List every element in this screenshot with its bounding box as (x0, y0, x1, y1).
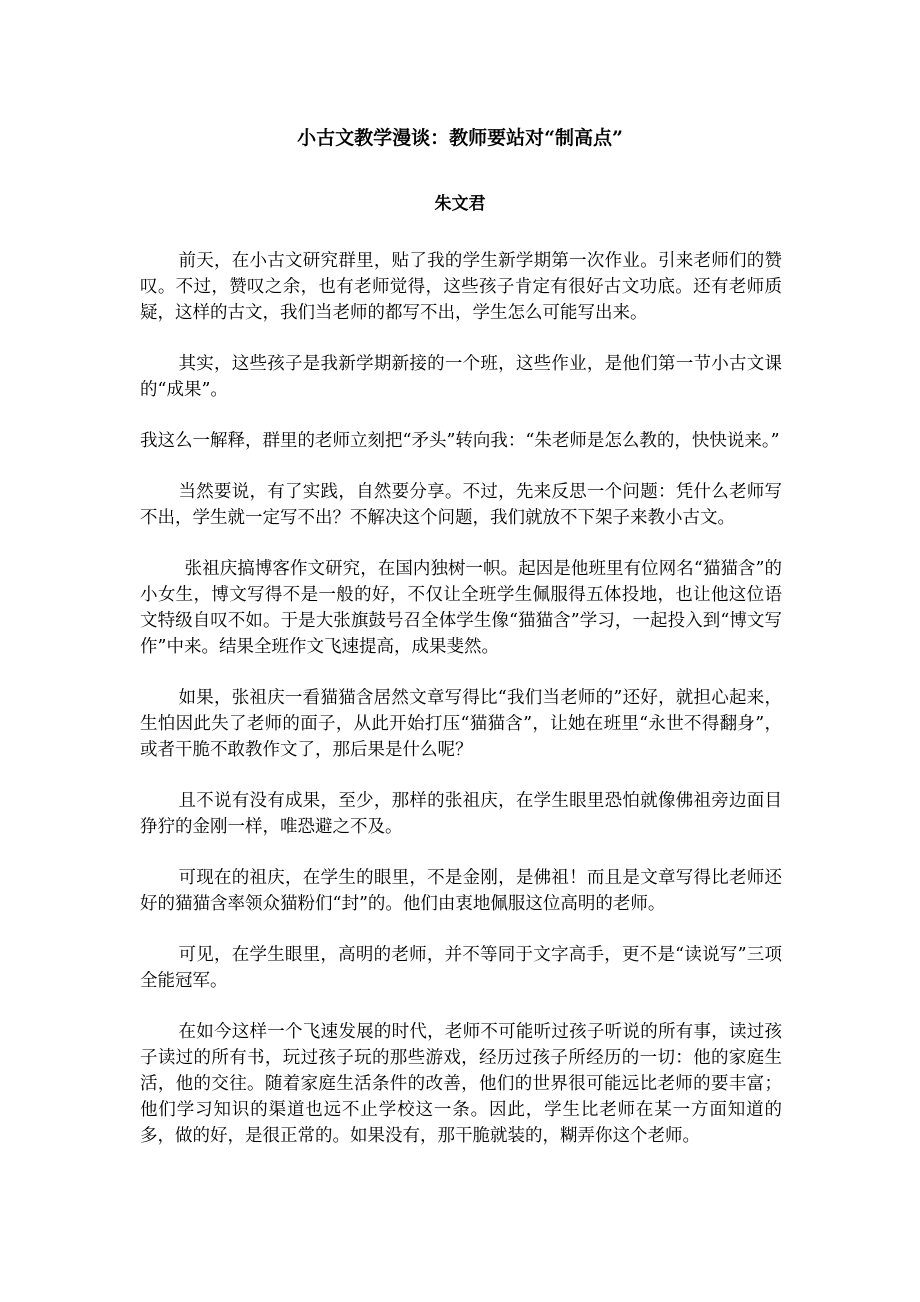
paragraph: 可见，在学生眼里，高明的老师，并不等同于文字高手，更不是“读说写”三项全能冠军。 (140, 945, 782, 991)
article-body (140, 248, 782, 1174)
paragraph: 当然要说，有了实践，自然要分享。不过，先来反思一个问题：凭什么老师写不出，学生就一定写不出？不解决这个问题，我们就放不下架子来教小古文。 (140, 482, 782, 528)
paragraph: 且不说有没有成果，至少，那样的张祖庆，在学生眼里恐怕就像佛祖旁边面目狰狞的金刚一样，唯恐避之不及。 (140, 791, 782, 837)
paragraph: 我这么一解释，群里的老师立刻把“矛头”转向我：“朱老师是怎么教的，快快说来。” (140, 431, 780, 451)
author-name: 朱文君 (434, 194, 486, 214)
paragraph: 其实，这些孩子是我新学期新接的一个班，这些作业，是他们第一节小古文课的“成果”。 (140, 354, 782, 400)
paragraph: 如果，张祖庆一看猫猫含居然文章写得比“我们当老师的”还好，就担心起来，生怕因此失了老师的面子，从此开始打压“猫猫含”，让她在班里“永世不得翻身”，或者干脆不敢教作文了，那后果是什么呢？ (140, 688, 782, 760)
paragraph: 前天，在小古文研究群里，贴了我的学生新学期第一次作业。引来老师们的赞叹。不过，赞叹之余，也有老师觉得，这些孩子肯定有很好古文功底。还有老师质疑，这样的古文，我们当老师的都写不出，学生怎么可能写出来。 (140, 251, 782, 323)
article-title: 小古文教学漫谈：教师要站对“制高点” (297, 127, 623, 149)
paragraph: 可现在的祖庆，在学生的眼里，不是金刚，是佛祖！而且是文章写得比老师还好的猫猫含率领众猫粉们“封”的。他们由衷地佩服这位高明的老师。 (140, 868, 782, 914)
paragraph: 在如今这样一个飞速发展的时代，老师不可能听过孩子听说的所有事，读过孩子读过的所有书，玩过孩子玩的那些游戏，经历过孩子所经历的一切：他的家庭生活，他的交往。随着家庭生活条件的改善，他们的世界很可能远比老师的要丰富；他们学习知识的渠道也远不止学校这一条。因此，学生比老师在某一方面知道的多，做的好，是很正常的。如果没有，那干脆就装的，糊弄你这个老师。 (140, 1022, 782, 1146)
paragraph: 张祖庆搞博客作文研究，在国内独树一帜。起因是他班里有位网名“猫猫含”的小女生，博文写得不是一般的好，不仅让全班学生佩服得五体投地，也让他这位语文特级自叹不如。于是大张旗鼓号召全体学生像“猫猫含”学习，一起投入到“博文写作”中来。结果全班作文飞速提高，成果斐然。 (140, 559, 782, 657)
